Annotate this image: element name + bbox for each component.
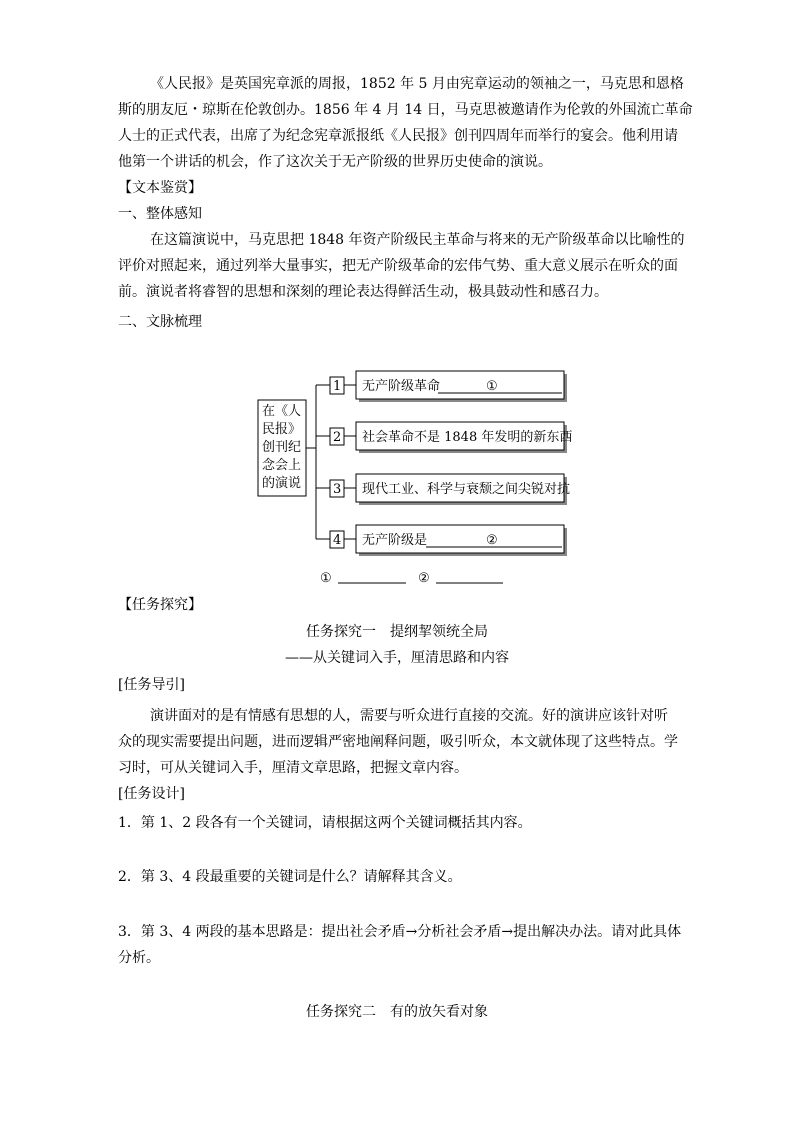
- diagram-root-line-4: 念会上: [262, 458, 302, 473]
- task-design-label: [任务设计]: [118, 786, 185, 802]
- intro-line-4: 他第一个讲话的机会，作了这次关于无产阶级的世界历史使命的演说。: [118, 154, 552, 170]
- diagram-num-2: 2: [333, 430, 342, 445]
- diagram-text-4: 无产阶级是: [362, 533, 428, 548]
- perception-line-1: 在这篇演说中，马克思把 1848 年资产阶级民主革命与将来的无产阶级革命以比喻性的: [150, 232, 685, 248]
- diagram-root-line-5: 的演说: [262, 476, 302, 491]
- diagram-text-3: 现代工业、科学与衰颓之间尖锐对抗: [362, 482, 571, 497]
- answer-marker-1: ①: [320, 571, 332, 586]
- diagram-num-3: 3: [333, 482, 342, 497]
- diagram-text-2: 社会革命不是 1848 年发明的新东西: [362, 430, 573, 445]
- diagram-num-4: 4: [333, 533, 342, 548]
- task-two-title: 任务探究二 有的放矢看对象: [306, 1004, 488, 1020]
- diagram-blank-marker-4: ②: [486, 533, 498, 548]
- task-one-subtitle: ——从关键词入手，厘清思路和内容: [285, 650, 509, 666]
- appreciation-heading: 【文本鉴赏】: [118, 180, 202, 196]
- task-guide-label: [任务导引]: [118, 677, 185, 693]
- task-guide-line-1: 演讲面对的是有情感有思想的人，需要与听众进行直接的交流。好的演讲应该针对听: [150, 708, 668, 724]
- diagram-root-line-2: 民报》: [262, 422, 302, 437]
- task-guide-line-3: 习时，可从关键词入手，厘清文章思路，把握文章内容。: [118, 760, 468, 776]
- question-1: 1．第 1、2 段各有一个关键词，请根据这两个关键词概括其内容。: [118, 815, 532, 831]
- question-3-line-2: 分析。: [118, 950, 160, 966]
- diagram-blank-marker-1: ①: [486, 379, 498, 394]
- question-2: 2．第 3、4 段最重要的关键词是什么？请解释其含义。: [118, 869, 462, 885]
- structure-title: 二、文脉梳理: [118, 314, 202, 330]
- overall-perception-title: 一、整体感知: [118, 206, 202, 222]
- perception-line-2: 评价对照起来，通过列举大量事实，把无产阶级革命的宏伟气势、重大意义展示在听众的面: [118, 258, 678, 274]
- question-3-line-1: 3．第 3、4 两段的基本思路是：提出社会矛盾→分析社会矛盾→提出解决办法。请对此具体: [118, 924, 682, 940]
- diagram-num-1: 1: [333, 379, 342, 394]
- answer-marker-2: ②: [418, 571, 430, 586]
- perception-line-3: 前。演说者将睿智的思想和深刻的理论表达得鲜活生动，极具鼓动性和感召力。: [118, 284, 608, 300]
- intro-line-3: 人士的正式代表，出席了为纪念宪章派报纸《人民报》创刊四周年而举行的宴会。他利用请: [118, 128, 678, 144]
- intro-line-2: 斯的朋友厄・琼斯在伦敦创办。1856 年 4 月 14 日，马克思被邀请作为伦敦的外国流亡革命: [118, 102, 693, 118]
- diagram-root-line-3: 创刊纪: [262, 440, 302, 455]
- task-one-title: 任务探究一 提纲挈领统全局: [306, 624, 488, 640]
- diagram-root-line-1: 在《人: [262, 404, 302, 419]
- task-guide-line-2: 众的现实需要提出问题，进而逻辑严密地阐释问题，吸引听众，本文就体现了这些特点。学: [118, 734, 678, 750]
- intro-line-1: 《人民报》是英国宪章派的周报，1852 年 5 月由宪章运动的领袖之一，马克思和恩格: [150, 76, 684, 92]
- diagram-text-1: 无产阶级革命: [362, 379, 441, 394]
- task-heading: 【任务探究】: [118, 597, 202, 613]
